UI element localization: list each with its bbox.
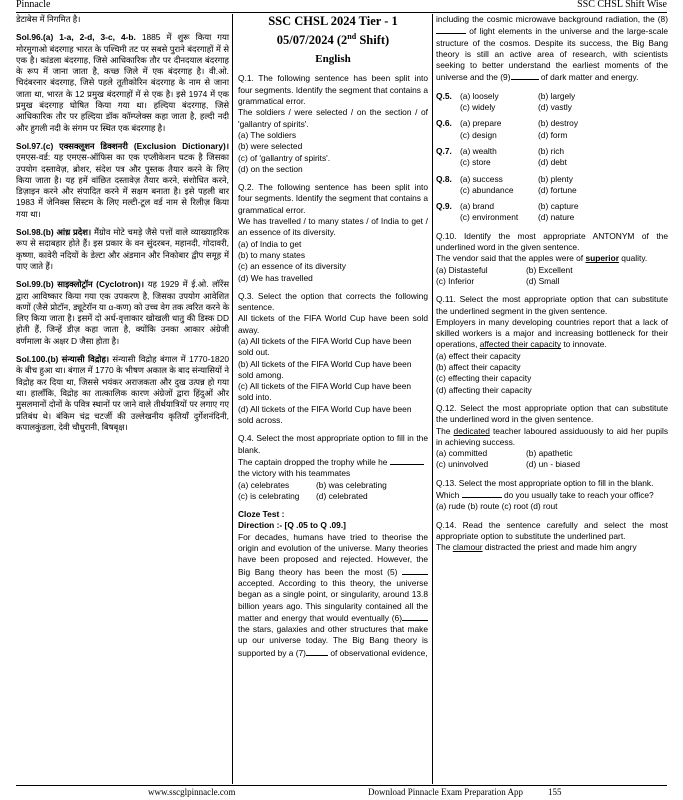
- option: (c) All tickets of the FIFA World Cup have been sold into.: [238, 381, 412, 403]
- page-footer: [0, 786, 683, 800]
- question-10: Q.10. Identify the most appropriate ANTONYM of the underlined word in the given sentence.: [436, 230, 668, 253]
- option-row: (a) celebrates (b) was celebrating: [238, 479, 387, 490]
- solution-96-body: 1885 में शुरू किया गया मोरमुगाओ बंदरगाह भारत के पश्चिमी तट पर सबसे पुराने बंदरगाहों में से एक है। कांडला बंदरगाह, जिसे आधिकारिक तौर पर दीनदयाल बंदरगाह के रूप में जाना जाता है, कच्छ जिले में एक बंदरगाह है। वी.ओ. चिदंबरनार बंदरगाह, जिसे पहले तूतीकोरिन बंदरगाह के नाम से जाना जाता था, भारत के 12 प्रमुख बंदरगाहों में से एक है। इसे 1974 में एक प्रमुख बंदरगाह घोषित किया गया था। हल्दिया बंदरगाह, जिसे आधिकारिक तौर पर हल्दिया डॉक कॉम्प्लेक्स कहा जाता है, हल्दी नदी और हुगली नदी के संगम पर स्थित एक बंदरगाह है।: [16, 32, 229, 133]
- solution-97: [16, 141, 229, 220]
- option: (a) The soldiers: [238, 129, 297, 140]
- option: (b) All tickets of the FIFA World Cup have been sold among.: [238, 358, 412, 380]
- question-8: Q.8. (a) success (b) plenty (c) abundance (d) fortune: [436, 173, 577, 195]
- solution-97-head: Sol.97.(c) एक्सक्लूशन डिक्शनरी (Exclusion Dictionary)।: [16, 140, 229, 151]
- question-11-sentence: Employers in many developing countries report that a lack of skilled workers is a major and increasing bottleneck for their operations, affected their capacity to innovate.: [436, 316, 668, 350]
- option: (c) an essence of its diversity: [238, 261, 346, 272]
- column-middle: [238, 14, 428, 659]
- exam-date: 05/07/2024 (2nd Shift): [276, 32, 390, 48]
- option-row: (c) is celebrating (d) celebrated: [238, 490, 368, 501]
- option-row: (a) Distasteful (b) Excellent: [436, 264, 573, 275]
- option: (d) on the section: [238, 163, 303, 174]
- solution-100-body: संन्यासी विद्रोह बंगाल में 1770-1820 के बीच हुआ था। बंगाल में 1770 के भीषण अकाल के बाद संन्यासियों ने विद्रोह कर दिया था, जिससे भयंकर अराजकता और दुख उत्पन्न हो गया था। हालाँकि, विद्रोह का तात्कालिक कारण अंग्रेजों द्वारा हिंदुओं और मुसलमानों दोनों के पवित्र स्थानों पर जाने वाले तीर्थयात्रियों पर लगाए गए प्रतिबंध थे। बंकिम चंद्र चटर्जी की उल्लेखनीय कृतियाँ दुर्गेशनंदिनी, कपालकुंडला, देवी चौधुरानी, बिषबृक्ष।: [16, 354, 230, 432]
- book-title: SSC CHSL Shift Wise: [577, 0, 667, 10]
- question-12: Q.12. Select the most appropriate option that can substitute the underlined word in the given sentence.: [436, 402, 668, 425]
- solution-100-head: Sol.100.(b) संन्यासी विद्रोह।: [16, 354, 110, 365]
- question-4: Q.4. Select the most appropriate option to fill in the blank.: [238, 433, 428, 455]
- question-12-sentence: The dedicated teacher laboured assiduously to aid her pupils in achieving success.: [436, 425, 669, 447]
- app-promo: Download Pinnacle Exam Preparation App: [368, 787, 523, 797]
- solution-100: [16, 354, 229, 433]
- solution-98-head: Sol.98.(b) आंध्र प्रदेश।: [16, 227, 92, 238]
- option: (d) We has travelled: [238, 272, 313, 283]
- question-1-sentence: The soldiers / were selected / on the section / of 'gallantry of spirits'.: [238, 107, 428, 129]
- page-number: 155: [548, 787, 562, 797]
- option-row: (c) uninvolved (d) un - biased: [436, 459, 580, 470]
- publisher-name: Pinnacle: [16, 0, 51, 10]
- solution-96-head: Sol.96.(a) 1-a, 2-d, 3-c, 4-b.: [16, 32, 136, 43]
- solution-98-body: मैंग्रोव मोटे चमड़े जैसे पत्तों वाले व्याख्याहरिक रूप से सदाबहार होते हैं। इस प्रकार के वन सुंदरबन, महानदी, गोदावरी, कृष्णा, कावेरी नदियों के डेल्टा और अंडमान और निकोबार द्वीप समूह में पाए जाते हैं।: [16, 227, 230, 271]
- question-5: Q.5. (a) loosely (b) largely (c) widely (d) vastly: [436, 90, 576, 113]
- cloze-title: Cloze Test :: [238, 509, 285, 520]
- column-left: [16, 14, 229, 433]
- question-13-sentence: Which do you usually take to reach your office?: [436, 489, 654, 500]
- question-11: Q.11. Select the most appropriate option that can substitute the underlined segment in the given sentence.: [436, 294, 668, 316]
- option: (c) effecting their capacity: [436, 373, 532, 384]
- question-7: Q.7. (a) wealth (b) rich (c) store (d) debt: [436, 145, 567, 168]
- option: (a) All tickets of the FIFA World Cup have been sold out.: [238, 335, 412, 358]
- column-divider: [432, 14, 433, 784]
- exam-title: SSC CHSL 2024 Tier - 1: [268, 14, 398, 28]
- solution-97-body: एमएस-वर्ड: यह एमएस-ऑफिस का एक एप्लीकेशन घटक है जिसका उपयोग दस्तावेज़, ब्रोशर, संदेश पत्र और पुस्तक तैयार करने के लिए किया जाता है। यह हमें वांछित दस्तावेज़ तैयार करने, संशोधित करने, डिज़ाइन करने और संपादित करने में सक्षम बनाता है। इसे पहली बार 1983 में जेनिक्स सिस्टम के लिए मल्टी-टूल वर्ड नाम से रिलीज़ किया गया था।: [16, 152, 229, 219]
- option: (d) affecting their capacity: [436, 384, 532, 395]
- carryover-line: डेटाबेस में निगमित है।: [16, 14, 81, 24]
- question-9: Q.9. (a) brand (b) capture (c) environment (d) nature: [436, 201, 579, 223]
- cloze-direction: Direction :- [Q .05 to Q .09.]: [238, 520, 346, 531]
- question-13: Q.13. Select the most appropriate option to fill in the blank.: [436, 477, 654, 488]
- question-1: Q.1. The following sentence has been split into four segments. Identify the segment that contains a grammatical error.: [238, 73, 428, 107]
- question-3-sentence: All tickets of the FIFA World Cup have been sold away.: [238, 313, 428, 335]
- question-3: Q.3. Select the option that corrects the following sentence.: [238, 290, 428, 313]
- solution-99-body: यह 1929 में ई.ओ. लॉरेंस द्वारा आविष्कार किया गया एक उपकरण है, जिसका उपयोग आवेशित कणों (जैसे प्रोटॉन, ड्यूटेरॉन या α-कण) को उच्च वेग तक त्वरित करने के लिए किया जाता है। इसमें दो अर्ध-वृत्ताकार खोखली धातु की डिस्क DD होती हैं, जिन्हें डीज़ कहा जाता है, क्योंकि उनका आकार अंग्रेजी वर्णमाला के अक्षर D जैसा होता है।: [16, 279, 230, 346]
- option: (a) of India to get: [238, 238, 302, 249]
- page-header: [0, 0, 683, 12]
- solution-98: [16, 227, 229, 272]
- option: (b) to many states: [238, 249, 306, 260]
- option: (a) effect their capacity: [436, 350, 521, 361]
- option: (b) affect their capacity: [436, 362, 521, 373]
- question-6: Q.6. (a) prepare (b) destroy (c) design (d) form: [436, 118, 579, 140]
- option: (d) All tickets of the FIFA World Cup have been sold across.: [238, 403, 412, 426]
- cloze-passage-continued: including the cosmic microwave background radiation, the (8) of light elements in the universe and the large-scale structure of the cosmos. Despite its success, the Big Bang theory is still an active area of research, with scientists seeking to better understand the earliest moments of the universe and the (9) of dark matter and energy.: [436, 14, 669, 83]
- section-title: English: [315, 53, 351, 66]
- question-4-sentence: The captain dropped the trophy while he the victory with his teammates: [238, 456, 428, 480]
- question-2: Q.2. The following sentence has been split into four segments. Identify the segment that contains a grammatical error.: [238, 182, 428, 215]
- website-link[interactable]: www.sscglpinnacle.com: [148, 787, 236, 797]
- question-2-sentence: We has travelled / to many states / of India to get / an essence of its diversity.: [238, 216, 428, 238]
- solution-96: [16, 32, 229, 134]
- option-row: (a) committed (b) apathetic: [436, 448, 573, 459]
- option: (b) were selected: [238, 141, 303, 152]
- option-row: (c) Inferior (d) Small: [436, 275, 560, 286]
- column-right: [436, 14, 668, 553]
- question-13-options: (a) rude (b) route (c) root (d) rout: [436, 501, 558, 512]
- cloze-passage: For decades, humans have tried to theorise the origin and evolution of the universe. Many theories have been proposed and rejected. However, the Big Bang theory has been the most (5) accepted. According to this theory, the universe began as a single point, or singularity, around 13.8 billion years ago. This singularity contained all the matter and energy that would eventually (6) the stars, galaxies and other structures that make up our universe today. The Big Bang theory is supported by a (7) of observational evidence,: [238, 531, 428, 658]
- solution-99-head: Sol.99.(b) साइक्लोट्रॉन (Cyclotron)।: [16, 279, 145, 290]
- header-rule: [16, 12, 667, 13]
- question-14: Q.14. Read the sentence carefully and select the most appropriate option to substitute the underlined part.: [436, 519, 668, 541]
- column-divider: [232, 14, 233, 784]
- question-10-sentence: The vendor said that the apples were of superior quality.: [436, 253, 648, 264]
- solution-99: [16, 279, 229, 347]
- option: (c) of 'gallantry of spirits'.: [238, 152, 331, 163]
- question-14-sentence: The clamour distracted the priest and made him angry: [436, 542, 637, 553]
